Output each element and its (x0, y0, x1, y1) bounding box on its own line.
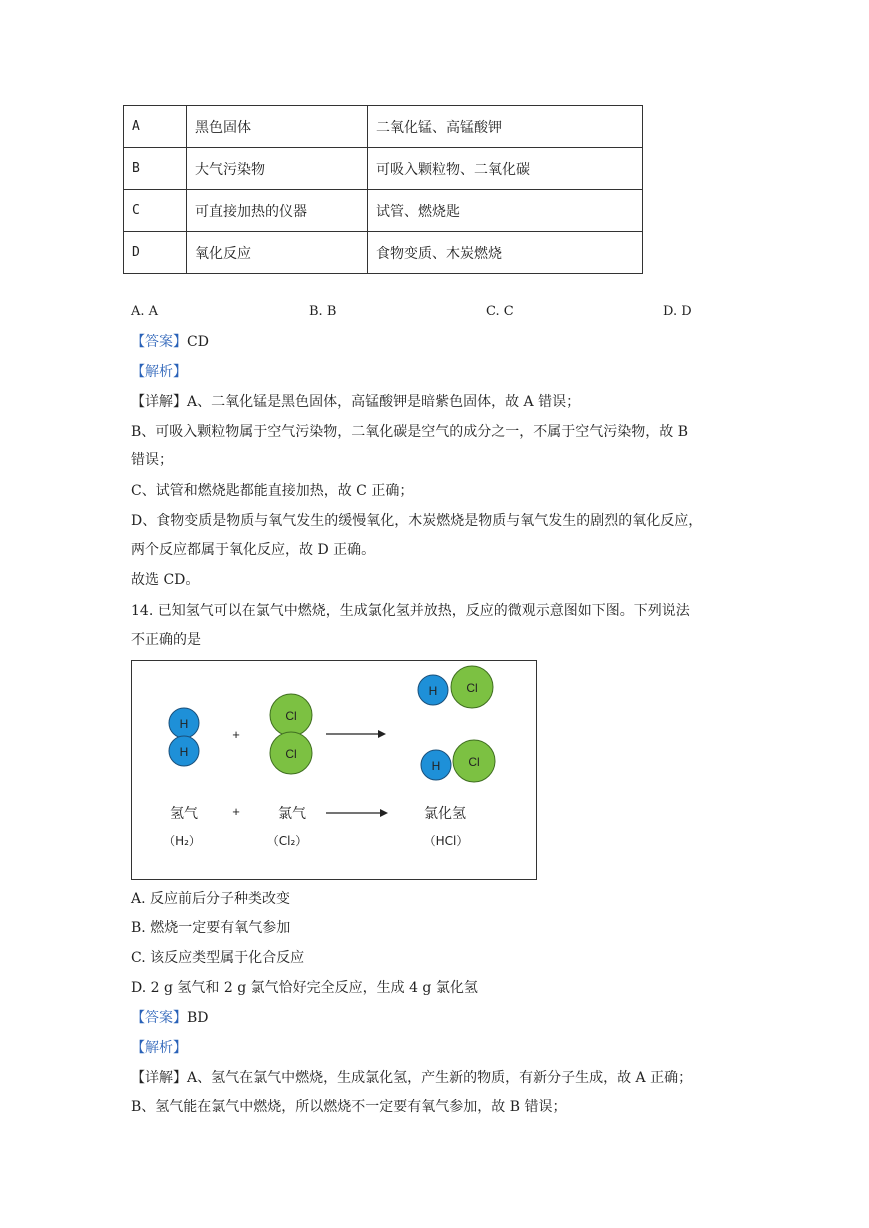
q14-detail-line: B、氢气能在氯气中燃烧，所以燃烧不一定要有氧气参加，故 B 错误； (131, 1099, 567, 1115)
q14-answer (131, 1008, 209, 1028)
q14-analysis (131, 1038, 187, 1058)
formula-hcl: （HCl） (423, 834, 469, 848)
q13-analysis (131, 362, 187, 382)
atom-label-cl: Cl (466, 681, 478, 695)
q13-option-b: B. B (309, 304, 337, 319)
plus-sign: + (232, 804, 240, 819)
q13-options (131, 304, 731, 324)
table-row (124, 106, 643, 148)
atom-label-cl: Cl (285, 747, 297, 761)
q14-option-d: D. 2 g 氢气和 2 g 氯气恰好完全反应，生成 4 g 氯化氢 (131, 980, 478, 996)
q13-option-a: A. A (131, 304, 159, 319)
reaction-svg (132, 661, 536, 879)
q14-detail-line (131, 1068, 692, 1088)
table-row (124, 148, 643, 190)
q13-conclusion: 故选 CD。 (131, 572, 200, 588)
table-cell: D (124, 232, 187, 274)
table-cell: 可直接加热的仪器 (187, 190, 368, 232)
reaction-diagram (131, 660, 537, 880)
detail-text: A、二氧化锰是黑色固体，高锰酸钾是暗紫色固体，故 A 错误； (187, 394, 581, 410)
detail-text: A、氢气在氯气中燃烧，生成氯化氢，产生新的物质，有新分子生成，故 A 正确； (187, 1070, 693, 1086)
q13-detail-line: D、食物变质是物质与氧气发生的缓慢氧化，木炭燃烧是物质与氧气发生的剧烈的氧化反应， (131, 513, 703, 529)
name-cl2: 氯气 (278, 806, 306, 822)
hydrogen-molecule (169, 708, 199, 766)
reaction-arrow (326, 730, 386, 738)
table-row (124, 232, 643, 274)
detail-tag: 【详解】 (131, 394, 187, 410)
answer-value: BD (187, 1010, 209, 1026)
q13-detail-line: 错误； (131, 452, 173, 468)
q14-stem: 14. 已知氢气可以在氯气中燃烧，生成氯化氢并放热，反应的微观示意图如下图。下列说法 (131, 603, 690, 619)
table-cell: 试管、燃烧匙 (368, 190, 643, 232)
q14-option-b: B. 燃烧一定要有氧气参加 (131, 920, 291, 936)
plus-sign: + (232, 727, 240, 742)
q13-answer (131, 332, 209, 352)
q13-option-d: D. D (663, 304, 692, 319)
hcl-molecule (421, 740, 495, 782)
name-hcl: 氯化氢 (424, 806, 466, 822)
name-h2: 氢气 (170, 806, 198, 822)
word-reaction-arrow (326, 809, 388, 817)
table-cell: 可吸入颗粒物、二氧化碳 (368, 148, 643, 190)
table-cell: C (124, 190, 187, 232)
q13-detail-line: 两个反应都属于氧化反应，故 D 正确。 (131, 542, 376, 558)
detail-tag: 【详解】 (131, 1070, 187, 1086)
atom-label-h: H (179, 717, 189, 731)
atom-label-h: H (428, 684, 438, 698)
table-cell: B (124, 148, 187, 190)
q14-option-c: C. 该反应类型属于化合反应 (131, 950, 305, 966)
table-cell: 黑色固体 (187, 106, 368, 148)
answer-tag: 【答案】 (131, 1010, 187, 1026)
q14-stem: 不正确的是 (131, 632, 201, 648)
analysis-tag: 【解析】 (131, 364, 187, 380)
table-cell: 大气污染物 (187, 148, 368, 190)
table-cell: A (124, 106, 187, 148)
q13-option-c: C. C (486, 304, 514, 319)
analysis-tag: 【解析】 (131, 1040, 187, 1056)
atom-label-h: H (179, 745, 189, 759)
table-cell: 二氧化锰、高锰酸钾 (368, 106, 643, 148)
formula-cl2: （Cl₂） (266, 834, 308, 848)
table-cell: 氧化反应 (187, 232, 368, 274)
q13-detail-line: C、试管和燃烧匙都能直接加热，故 C 正确； (131, 483, 414, 499)
q13-detail-line: B、可吸入颗粒物属于空气污染物，二氧化碳是空气的成分之一，不属于空气污染物，故 B (131, 424, 689, 440)
hcl-molecule (418, 666, 493, 708)
table-row (124, 190, 643, 232)
formula-h2: （H₂） (163, 834, 201, 848)
table-cell: 食物变质、木炭燃烧 (368, 232, 643, 274)
answer-tag: 【答案】 (131, 334, 187, 350)
q14-option-a: A. 反应前后分子种类改变 (131, 891, 291, 907)
atom-label-cl: Cl (468, 755, 480, 769)
answer-value: CD (187, 334, 209, 350)
classification-table (123, 105, 643, 274)
atom-label-h: H (431, 759, 441, 773)
q13-detail-line (131, 392, 580, 412)
chlorine-molecule (270, 694, 312, 774)
atom-label-cl: Cl (285, 709, 297, 723)
